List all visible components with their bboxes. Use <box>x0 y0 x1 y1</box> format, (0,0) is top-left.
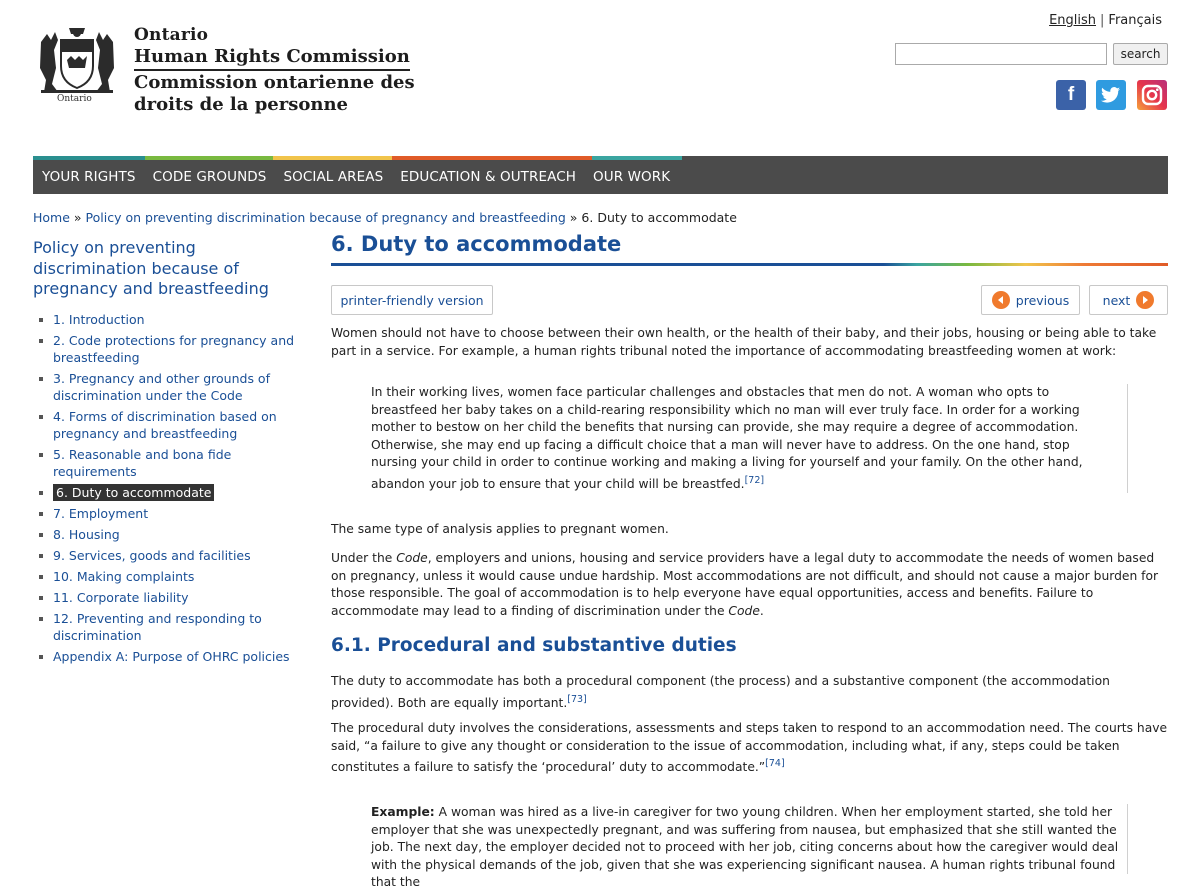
sidebar-item-duty-to-accommodate[interactable] <box>38 484 303 501</box>
code-duty-paragraph <box>331 550 1168 620</box>
text-run: , employers and unions, housing and service providers have a legal duty to accommodate the needs of women based on pregnancy, unless it would cause undue hardship. Most accommodations are not difficult, and should not cause a major burden for those responsible. The goal of accommodation is to help everyone have equal opportunities, access and benefits. Failure to accommodate may lead to a finding of discrimination under the <box>331 551 1159 618</box>
example-label: Example: <box>371 805 435 819</box>
lang-french-link[interactable]: Français <box>1108 13 1162 28</box>
example-text: A woman was hired as a live-in caregiver for two young children. When her employment started, she told her employer that she was unexpectedly pregnant, and was suffering from nausea, but emphasized that she still wanted the job. The next day, the employer decided not to proceed with her job, citing concerns about how the caregiver would deal with the physical demands of the job, given that she was experiencing significant nausea. A human rights tribunal found that the <box>371 805 1119 889</box>
nav-social-areas[interactable]: SOCIAL AREAS <box>283 169 384 185</box>
sidebar-title[interactable]: Policy on preventing discrimination because of pregnancy and breastfeeding <box>33 238 269 298</box>
procedural-duty-paragraph <box>331 720 1168 777</box>
section-heading-6-1: 6.1. Procedural and substantive duties <box>331 635 737 656</box>
sidebar-item-forms-of-discrimination[interactable] <box>38 408 303 442</box>
search-input[interactable] <box>895 43 1107 65</box>
logo-line-ontario: Ontario <box>134 25 209 45</box>
text-run: . <box>759 603 764 618</box>
sidebar-item-employment[interactable] <box>38 505 303 522</box>
lang-english-link[interactable]: English <box>1049 13 1097 28</box>
breadcrumb-policy[interactable]: Policy on preventing discrimination because of pregnancy and breastfeeding <box>85 210 566 225</box>
twitter-icon[interactable] <box>1096 80 1126 110</box>
sidebar-item-label: 11. Corporate liability <box>53 590 189 605</box>
search-button[interactable]: search <box>1113 43 1168 65</box>
arrow-left-icon <box>992 291 1010 309</box>
breadcrumb <box>33 210 737 225</box>
nav-education-outreach[interactable]: EDUCATION & OUTREACH <box>400 169 577 185</box>
sidebar-item-housing[interactable] <box>38 526 303 543</box>
sidebar-item-other-grounds[interactable] <box>38 370 303 404</box>
quote-text: In their working lives, women face particular challenges and obstacles that men do not. A woman who opts to breastfeed her baby takes on a child-rearing responsibility which no man will ever truly face. In order for a working mother to bestow on her child the benefits that nursing can provide, she may require a degree of accommodation. Otherwise, she may end up facing a difficult choice that a man will never have to address. On the one hand, stop nursing your child in order to continue working and making a living for yourself and your family. On the other hand, abandon your job to ensure that your child will be breastfed. <box>371 385 1083 491</box>
sidebar-nav <box>38 311 303 669</box>
lang-separator: | <box>1100 13 1105 28</box>
arrow-right-icon <box>1136 291 1154 309</box>
breadcrumb-home[interactable]: Home <box>33 210 70 225</box>
sidebar-item-services[interactable] <box>38 547 303 564</box>
page-title: 6. Duty to accommodate <box>331 232 622 256</box>
logo-line-commission-en: Human Rights Commission <box>134 46 410 71</box>
instagram-icon[interactable] <box>1137 80 1167 110</box>
sidebar-item-label: 7. Employment <box>53 506 149 521</box>
sidebar-item-label: 12. Preventing and responding to discrimination <box>53 611 262 643</box>
logo-line-droits: droits de la personne <box>134 94 348 115</box>
previous-button[interactable] <box>981 285 1080 315</box>
code-emphasis: Code <box>396 551 428 565</box>
breadcrumb-sep: » <box>69 210 86 225</box>
sidebar-item-label: 4. Forms of discrimination based on pregnancy and breastfeeding <box>53 409 277 441</box>
text-run: The procedural duty involves the considerations, assessments and steps taken to respond to an accommodation need. The courts have said, “a failure to give any thought or consideration to the issue of accommodation, including what, if any, steps could be taken constitutes a failure to satisfy the ‘procedural’ duty to accommodate.” <box>331 721 1168 775</box>
nav-code-grounds[interactable]: CODE GROUNDS <box>152 169 267 185</box>
sidebar-item-label: 1. Introduction <box>53 312 145 327</box>
site-logo-text[interactable] <box>134 24 415 116</box>
crest-caption: Ontario <box>57 94 92 104</box>
sidebar-item-preventing[interactable] <box>38 610 303 644</box>
printer-friendly-button[interactable]: printer-friendly version <box>331 285 493 315</box>
text-run: The duty to accommodate has both a procedural component (the process) and a substantive component (the accommodation provided). Both are equally important. <box>331 674 1110 710</box>
facebook-icon[interactable]: f <box>1056 80 1086 110</box>
sidebar-item-introduction[interactable] <box>38 311 303 328</box>
sidebar-item-appendix-a[interactable] <box>38 648 303 665</box>
sidebar-item-label: 6. Duty to accommodate <box>53 484 214 501</box>
tribunal-quote <box>371 384 1128 493</box>
nav-your-rights[interactable]: YOUR RIGHTS <box>42 169 136 185</box>
main-nav <box>33 160 1168 194</box>
intro-paragraph: Women should not have to choose between their own health, or the health of their baby, and their jobs, housing or being able to take part in a service. For example, a human rights tribunal noted the importance of accommodating breastfeeding women at work: <box>331 326 1157 358</box>
example-box <box>371 804 1128 889</box>
sidebar-item-corporate-liability[interactable] <box>38 589 303 606</box>
sidebar-item-label: 8. Housing <box>53 527 120 542</box>
procedural-substantive-paragraph <box>331 673 1168 712</box>
sidebar-item-label: 3. Pregnancy and other grounds of discrimination under the Code <box>53 371 270 403</box>
next-button[interactable] <box>1089 285 1168 315</box>
sidebar-item-bona-fide[interactable] <box>38 446 303 480</box>
footnote-74-link[interactable]: [74] <box>765 758 785 769</box>
footnote-73-link[interactable]: [73] <box>567 693 587 705</box>
footnote-72-link[interactable]: [72] <box>744 474 765 486</box>
language-switcher <box>1049 13 1162 28</box>
logo-line-commission-fr: Commission ontarienne des <box>134 72 415 93</box>
text-run: Under the <box>331 551 397 565</box>
ontario-crest-logo[interactable] <box>33 24 121 108</box>
sidebar-item-label: 2. Code protections for pregnancy and breastfeeding <box>53 333 295 365</box>
previous-label: previous <box>1015 292 1070 308</box>
breadcrumb-current: 6. Duty to accommodate <box>581 210 737 225</box>
title-rule <box>331 263 1168 266</box>
pregnant-women-paragraph: The same type of analysis applies to pregnant women. <box>331 522 669 536</box>
sidebar-item-complaints[interactable] <box>38 568 303 585</box>
sidebar-item-label: 10. Making complaints <box>53 569 195 584</box>
nav-our-work[interactable]: OUR WORK <box>593 169 671 185</box>
sidebar-item-label: 9. Services, goods and facilities <box>53 548 251 563</box>
sidebar-item-label: Appendix A: Purpose of OHRC policies <box>53 649 290 664</box>
sidebar-item-label: 5. Reasonable and bona fide requirements <box>53 447 232 479</box>
code-emphasis: Code <box>728 603 760 618</box>
breadcrumb-sep: » <box>565 210 582 225</box>
next-label: next <box>1102 292 1131 308</box>
sidebar-item-code-protections[interactable] <box>38 332 303 366</box>
